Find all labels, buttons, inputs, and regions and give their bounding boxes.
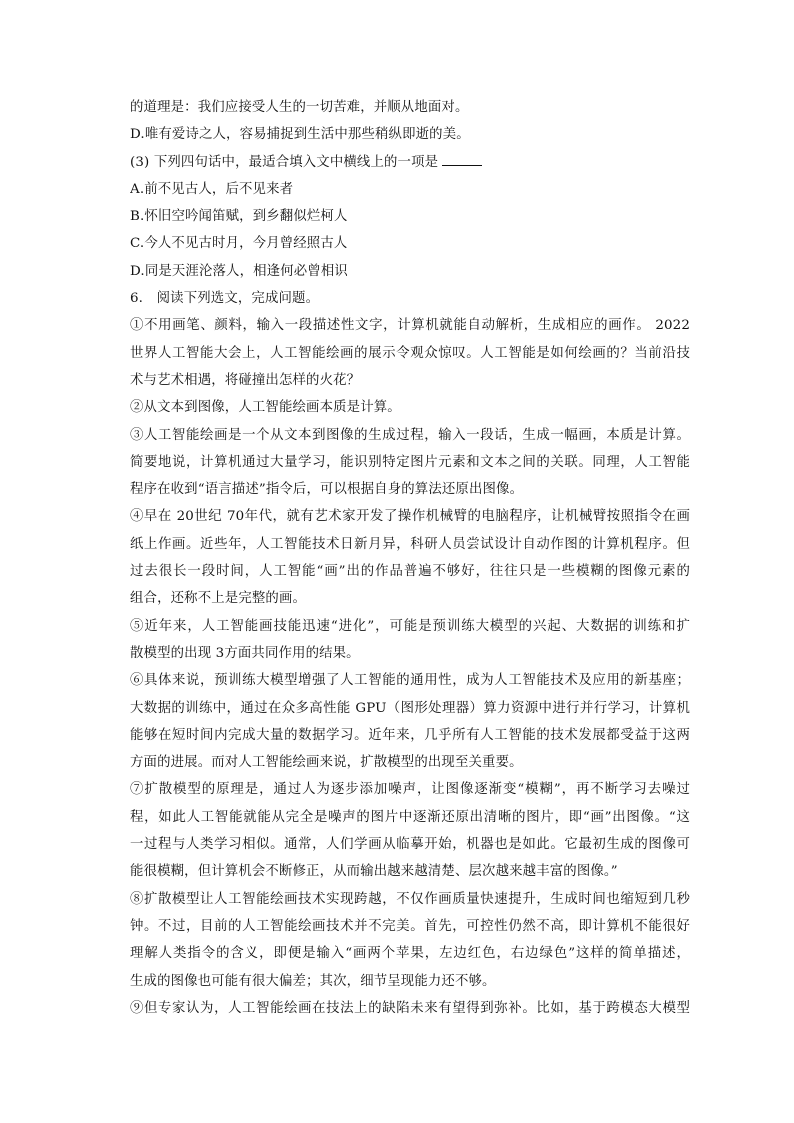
paragraph-3-line: 程序在收到“语言描述”指令后，可以根据自身的算法还原出图像。 — [130, 482, 524, 498]
paragraph-8-line: 理解人类指令的含义，即便是输入“画两个苹果，左边红色，右边绿色”这样的简单描述， — [130, 946, 690, 962]
paragraph-3-line: ③人工智能绘画是一个从文本到图像的生成过程，输入一段话，生成一幅画，本质是计算。 — [130, 427, 690, 443]
paragraph-1-line: 世界人工智能大会上，人工智能绘画的展示令观众惊叹。人工智能是如何绘画的？当前沿技 — [130, 345, 690, 361]
paragraph-4-line: 过去很长一段时间，人工智能“画”出的作品普遍不够好，往往只是一些模糊的图像元素的 — [130, 564, 690, 580]
paragraph-7-line: 一过程与人类学习相似。通常，人们学画从临摹开始，机器也是如此。它最初生成的图像可 — [130, 837, 690, 853]
paragraph-1-line: ①不用画笔、颜料，输入一段描述性文字，计算机就能自动解析，生成相应的画作。 2022 — [130, 318, 690, 334]
paragraph-4-line: 组合，还称不上是完整的画。 — [130, 591, 307, 607]
paragraph-6-line: 能够在短时间内完成大量的数据学习。近年来，几乎所有人工智能的技术发展都受益于这两 — [130, 727, 690, 743]
option-d-prev: D.唯有爱诗之人，容易捕捉到生活中那些稍纵即逝的美。 — [130, 127, 470, 143]
paragraph-2-line: ②从文本到图像，人工智能绘画本质是计算。 — [130, 400, 401, 416]
paragraph-8-line: ⑧扩散模型让人工智能绘画技术实现跨越，不仅作画质量快速提升，生成时间也缩短到几秒 — [130, 891, 690, 907]
paragraph-6-line: 大数据的训练中，通过在众多高性能 GPU（图形处理器）算力资源中进行并行学习，计算机 — [130, 700, 690, 716]
option-b: B.怀旧空吟闻笛赋，到乡翻似烂柯人 — [130, 209, 348, 225]
paragraph-4-line: ④早在 20世纪 70年代，就有艺术家开发了操作机械臂的电脑程序，让机械臂按照指令在画 — [130, 509, 690, 525]
question-3 — [130, 149, 690, 176]
paragraph-5-line: ⑤近年来，人工智能画技能迅速“进化”，可能是预训练大模型的兴起、大数据的训练和扩 — [130, 618, 690, 634]
paragraph-9-line: ⑨但专家认为，人工智能绘画在技法上的缺陷未来有望得到弥补。比如，基于跨模态大模型 — [130, 1000, 690, 1016]
option-c: C.今人不见古时月，今月曾经照古人 — [130, 236, 348, 252]
question-6-heading: 6. 阅读下列选文，完成问题。 — [130, 291, 320, 307]
paragraph-4-line: 纸上作画。近些年，人工智能技术日新月异，科研人员尝试设计自动作图的计算机程序。但 — [130, 536, 690, 552]
option-a: A.前不见古人，后不见来者 — [130, 181, 294, 197]
document-body — [130, 94, 690, 1022]
paragraph-7-line: 程，如此人工智能就能从完全是噪声的图片中逐渐还原出清晰的图片，即“画”出图像。“这 — [130, 809, 690, 825]
paragraph-6-line: 方面的进展。而对人工智能绘画来说，扩散模型的出现至关重要。 — [130, 755, 523, 771]
paragraph-5-line: 散模型的出现 3方面共同作用的结果。 — [130, 645, 360, 661]
paragraph-8-line: 生成的图像也可能有很大偏差；其次，细节呈现能力还不够。 — [130, 973, 496, 989]
paragraph-7-line: 能很模糊，但计算机会不断修正，从而输出越来越清楚、层次越来越丰富的图像。” — [130, 864, 618, 880]
question-3-text: (3) 下列四句话中，最适合填入文中横线上的一项是 — [130, 154, 439, 170]
answer-blank — [442, 151, 482, 166]
paragraph-8-line: 钟。不过，目前的人工智能绘画技术并不完美。首先，可控性仍然不高，即计算机不能很好 — [130, 918, 690, 934]
paragraph-7-line: ⑦扩散模型的原理是，通过人为逐步添加噪声，让图像逐渐变“模糊”，再不断学习去噪过 — [130, 782, 690, 798]
paragraph-6-line: ⑥具体来说，预训练大模型增强了人工智能的通用性，成为人工智能技术及应用的新基座； — [130, 673, 690, 689]
paragraph-3-line: 简要地说，计算机通过大量学习，能识别特定图片元素和文本之间的关联。同理，人工智能 — [130, 454, 690, 470]
text-line: 的道理是：我们应接受人生的一切苦难，并顺从地面对。 — [130, 100, 469, 115]
option-d: D.同是天涯沦落人，相逢何必曾相识 — [130, 263, 348, 279]
paragraph-1-line: 术与艺术相遇，将碰撞出怎样的火花？ — [130, 372, 361, 388]
